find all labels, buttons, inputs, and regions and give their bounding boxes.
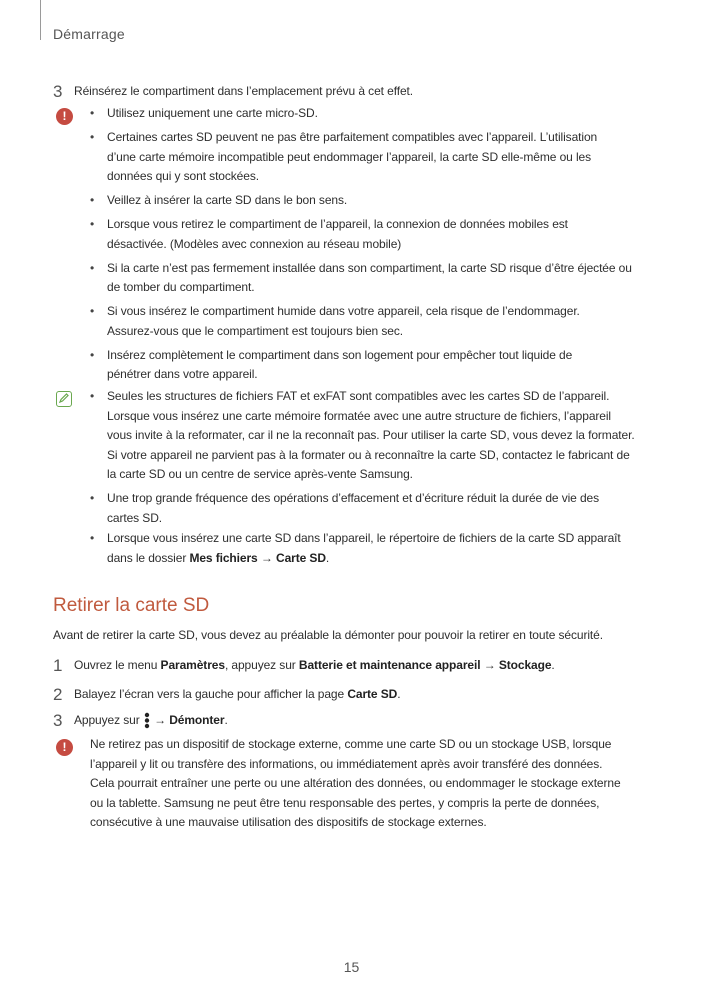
caution-list xyxy=(90,104,670,389)
caution-line: consécutive à une mauvaise utilisation des dispositifs de stockage externes. xyxy=(90,815,487,829)
list-line: Seules les structures de fichiers FAT et exFAT sont compatibles avec les cartes SD de l’appareil. xyxy=(107,389,610,403)
bullet: • xyxy=(90,389,95,403)
list-item xyxy=(90,215,670,254)
list-line: données qui y sont stockées. xyxy=(107,169,259,183)
caution-icon: ! xyxy=(56,108,73,125)
list-line: Veillez à insérer la carte SD dans le bon sens. xyxy=(107,193,348,207)
page-header: Démarrage xyxy=(53,26,125,42)
list-item xyxy=(90,128,670,187)
bullet: • xyxy=(90,531,95,545)
bullet: • xyxy=(90,217,95,231)
note-icon xyxy=(56,391,72,407)
step-text: Ouvrez le menu Paramètres, appuyez sur Batterie et maintenance appareil → Stockage. xyxy=(74,658,555,672)
list-line: Utilisez uniquement une carte micro-SD. xyxy=(107,106,318,120)
list-item xyxy=(90,489,670,528)
list-line: Si la carte n’est pas fermement installée dans son compartiment, la carte SD risque d’être éjectée ou xyxy=(107,260,632,275)
list-line: d’une carte mémoire incompatible peut endommager l’appareil, la carte SD elle-même ou les xyxy=(107,149,592,164)
section-intro: Avant de retirer la carte SD, vous devez au préalable la démonter pour pouvoir la retirer en toute sécurité. xyxy=(53,628,603,642)
step-text: Appuyez sur → Démonter. xyxy=(74,711,228,731)
list-line: Si vous insérez le compartiment humide dans votre appareil, cela risque de l’endommager. xyxy=(107,304,580,318)
list-item xyxy=(90,346,670,385)
caution-line: l’appareil y lit ou transfère des informations, ou immédiatement après avoir transféré des données. xyxy=(90,756,603,771)
bullet: • xyxy=(90,304,95,318)
list-line: Si votre appareil ne parvient pas à la formater ou à reconnaître la carte SD, contactez le fabricant de xyxy=(107,447,630,462)
caution-line: Ne retirez pas un dispositif de stockage externe, comme une carte SD ou un stockage USB, lorsque xyxy=(90,737,612,751)
page-number: 15 xyxy=(343,959,360,975)
list-line: Assurez-vous que le compartiment est toujours bien sec. xyxy=(107,323,403,338)
list-line: désactivée. (Modèles avec connexion au réseau mobile) xyxy=(107,236,402,251)
bullet: • xyxy=(90,130,95,144)
bullet: • xyxy=(90,106,95,120)
step-number: 3 xyxy=(53,82,63,101)
list-item xyxy=(90,387,670,485)
list-line: Lorsque vous insérez une carte mémoire formatée avec une autre structure de fichiers, l’appareil xyxy=(107,408,611,423)
list-line: de tomber du compartiment. xyxy=(107,280,255,294)
bullet: • xyxy=(90,260,95,275)
list-line: pénétrer dans votre appareil. xyxy=(107,367,258,381)
list-item xyxy=(90,191,670,211)
list-line: Certaines cartes SD peuvent ne pas être parfaitement compatibles avec l’appareil. L’utilisation xyxy=(107,130,598,144)
caution-line: Cela pourrait entraîner une perte ou une altération des données, ou endommager le stockage externe xyxy=(90,776,621,790)
section-title: Retirer la carte SD xyxy=(53,595,210,616)
step-number: 3 xyxy=(53,711,63,730)
bullet: • xyxy=(90,491,95,505)
list-line: cartes SD. xyxy=(107,510,163,525)
list-line: Lorsque vous retirez le compartiment de l’appareil, la connexion de données mobiles est xyxy=(107,217,568,231)
list-item xyxy=(90,302,670,341)
list-line: vous invite à la reformater, car il ne la reconnaît pas. Pour utiliser la carte SD, vous devez la formater. xyxy=(107,428,635,442)
header-rule xyxy=(40,0,41,40)
list-item xyxy=(90,104,670,124)
list-line: la carte SD ou un centre de service après-vente Samsung. xyxy=(107,467,413,481)
step-text: Balayez l’écran vers la gauche pour afficher la page Carte SD. xyxy=(74,687,401,701)
step-text: Réinsérez le compartiment dans l’emplacement prévu à cet effet. xyxy=(74,84,413,98)
list-item: Lorsque vous insérez une carte SD dans l’appareil, le répertoire de fichiers de la carte SD apparaît dans le dossier Mes fichiers → Carte SD. xyxy=(107,531,621,565)
note-list xyxy=(90,387,670,533)
step-number: 1 xyxy=(53,656,63,675)
caution-text xyxy=(90,735,670,833)
list-line: Une trop grande fréquence des opérations d’effacement et d’écriture réduit la durée de vie des xyxy=(107,491,600,505)
step-number: 2 xyxy=(53,685,63,704)
caution-line: ou la tablette. Samsung ne peut être tenu responsable des pertes, y compris la perte de données, xyxy=(90,795,600,810)
list-line: Insérez complètement le compartiment dans son logement pour empêcher tout liquide de xyxy=(107,347,573,362)
bullet: • xyxy=(90,193,95,207)
list-item xyxy=(90,259,670,298)
bullet: • xyxy=(90,347,95,362)
caution-icon: ! xyxy=(56,739,73,756)
more-options-icon xyxy=(144,712,150,729)
